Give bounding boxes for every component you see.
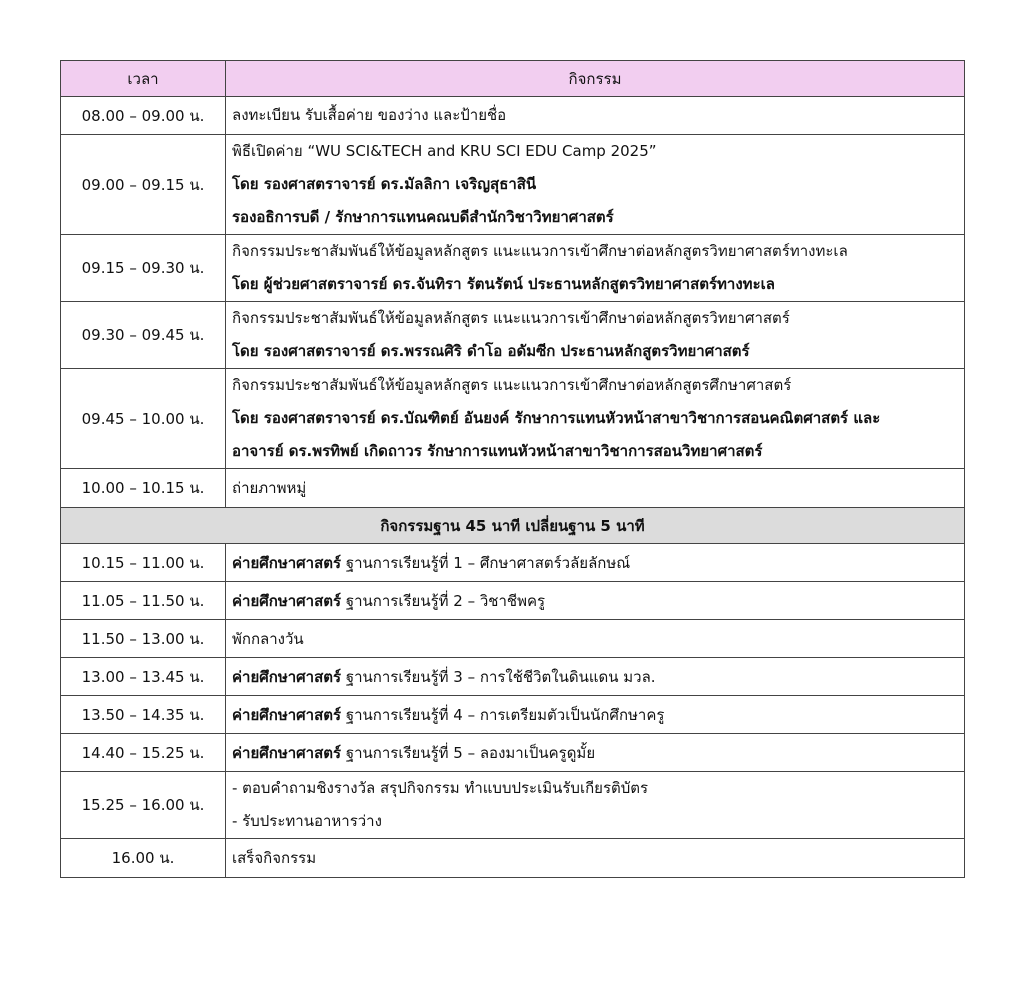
- speaker-line: โดย รองศาสตราจารย์ ดร.มัลลิกา เจริญสุธาสินี: [232, 175, 537, 193]
- table-row: [61, 235, 965, 302]
- activity-cell: [226, 135, 965, 235]
- activity-line: เสร็จกิจกรรม: [232, 848, 317, 867]
- time-cell: 11.05 – 11.50 น.: [61, 582, 226, 620]
- activity-cell: [226, 97, 965, 135]
- activity-line: พิธีเปิดค่าย “WU SCI&TECH and KRU SCI EDU Camp 2025”: [232, 142, 657, 160]
- table-row: [61, 734, 965, 772]
- header-time: เวลา: [61, 61, 226, 97]
- schedule-table: [60, 60, 965, 878]
- table-row: [61, 696, 965, 734]
- activity-line: กิจกรรมประชาสัมพันธ์ให้ข้อมูลหลักสูตร แนะแนวการเข้าศึกษาต่อหลักสูตรศึกษาศาสตร์: [232, 376, 792, 394]
- table-row: [61, 544, 965, 582]
- activity-line: - รับประทานอาหารว่าง: [232, 812, 382, 830]
- table-row: [61, 658, 965, 696]
- time-cell: 11.50 – 13.00 น.: [61, 620, 226, 658]
- time-cell: 10.15 – 11.00 น.: [61, 544, 226, 582]
- speaker-position-line: รองอธิการบดี / รักษาการแทนคณบดีสำนักวิชาวิทยาศาสตร์: [232, 208, 614, 226]
- station-text: ฐานการเรียนรู้ที่ 2 – วิชาชีพครู: [341, 591, 546, 610]
- speaker-line: อาจารย์ ดร.พรทิพย์ เกิดถาวร รักษาการแทนหัวหน้าสาขาวิชาการสอนวิทยาศาสตร์: [232, 442, 763, 460]
- speaker-line: โดย รองศาสตราจารย์ ดร.บัณฑิตย์ อันยงค์ รักษาการแทนหัวหน้าสาขาวิชาการสอนคณิตศาสตร์ และ: [232, 409, 881, 427]
- section-title: กิจกรรมฐาน 45 นาที เปลี่ยนฐาน 5 นาที: [61, 508, 965, 544]
- header-activity: กิจกรรม: [226, 61, 965, 97]
- time-cell: 09.30 – 09.45 น.: [61, 302, 226, 369]
- activity-cell: [226, 839, 965, 878]
- station-text: ฐานการเรียนรู้ที่ 5 – ลองมาเป็นครูดูมั้ย: [341, 743, 596, 762]
- time-cell: 15.25 – 16.00 น.: [61, 772, 226, 839]
- activity-cell: [226, 302, 965, 369]
- activity-line: ลงทะเบียน รับเสื้อค่าย ของว่าง และป้ายชื่อ: [232, 106, 507, 124]
- table-row: [61, 302, 965, 369]
- time-cell: 13.50 – 14.35 น.: [61, 696, 226, 734]
- time-cell: 14.40 – 15.25 น.: [61, 734, 226, 772]
- table-row: [61, 369, 965, 469]
- station-text: ฐานการเรียนรู้ที่ 4 – การเตรียมตัวเป็นนักศึกษาครู: [341, 705, 665, 724]
- time-cell: 13.00 – 13.45 น.: [61, 658, 226, 696]
- activity-cell: [226, 469, 965, 508]
- activity-cell: [226, 772, 965, 839]
- table-row: [61, 620, 965, 658]
- time-cell: 16.00 น.: [61, 839, 226, 878]
- activity-line: กิจกรรมประชาสัมพันธ์ให้ข้อมูลหลักสูตร แนะแนวการเข้าศึกษาต่อหลักสูตรวิทยาศาสตร์: [232, 309, 790, 327]
- activity-cell: [226, 696, 965, 734]
- section-row: [61, 508, 965, 544]
- header-row: [61, 61, 965, 97]
- activity-cell: [226, 620, 965, 658]
- table-row: [61, 582, 965, 620]
- speaker-line: โดย รองศาสตราจารย์ ดร.พรรณศิริ ดำโอ อดัมซีก ประธานหลักสูตรวิทยาศาสตร์: [232, 342, 750, 360]
- camp-label: ค่ายศึกษาศาสตร์: [232, 591, 342, 610]
- station-text: ฐานการเรียนรู้ที่ 3 – การใช้ชีวิตในดินแดน มวล.: [341, 667, 656, 686]
- activity-cell: [226, 734, 965, 772]
- activity-cell: [226, 544, 965, 582]
- camp-label: ค่ายศึกษาศาสตร์: [232, 743, 342, 762]
- speaker-line: โดย ผู้ช่วยศาสตราจารย์ ดร.จันทิรา รัตนรัตน์ ประธานหลักสูตรวิทยาศาสตร์ทางทะเล: [232, 275, 775, 293]
- time-cell: 09.15 – 09.30 น.: [61, 235, 226, 302]
- time-cell: 10.00 – 10.15 น.: [61, 469, 226, 508]
- activity-line: ถ่ายภาพหมู่: [232, 478, 307, 497]
- table-row: [61, 839, 965, 878]
- lunch-text: พักกลางวัน: [232, 629, 304, 648]
- activity-cell: [226, 582, 965, 620]
- time-cell: 08.00 – 09.00 น.: [61, 97, 226, 135]
- camp-label: ค่ายศึกษาศาสตร์: [232, 553, 342, 572]
- station-text: ฐานการเรียนรู้ที่ 1 – ศึกษาศาสตร์วลัยลักษณ์: [341, 553, 631, 572]
- camp-label: ค่ายศึกษาศาสตร์: [232, 667, 342, 686]
- activity-line: กิจกรรมประชาสัมพันธ์ให้ข้อมูลหลักสูตร แนะแนวการเข้าศึกษาต่อหลักสูตรวิทยาศาสตร์ทางทะเล: [232, 242, 848, 260]
- activity-cell: [226, 658, 965, 696]
- camp-label: ค่ายศึกษาศาสตร์: [232, 705, 342, 724]
- table-row: [61, 772, 965, 839]
- table-row: [61, 97, 965, 135]
- activity-line: - ตอบคำถามชิงรางวัล สรุปกิจกรรม ทำแบบประเมินรับเกียรติบัตร: [232, 779, 649, 797]
- activity-cell: [226, 235, 965, 302]
- table-row: [61, 135, 965, 235]
- table-row: [61, 469, 965, 508]
- activity-cell: [226, 369, 965, 469]
- time-cell: 09.00 – 09.15 น.: [61, 135, 226, 235]
- time-cell: 09.45 – 10.00 น.: [61, 369, 226, 469]
